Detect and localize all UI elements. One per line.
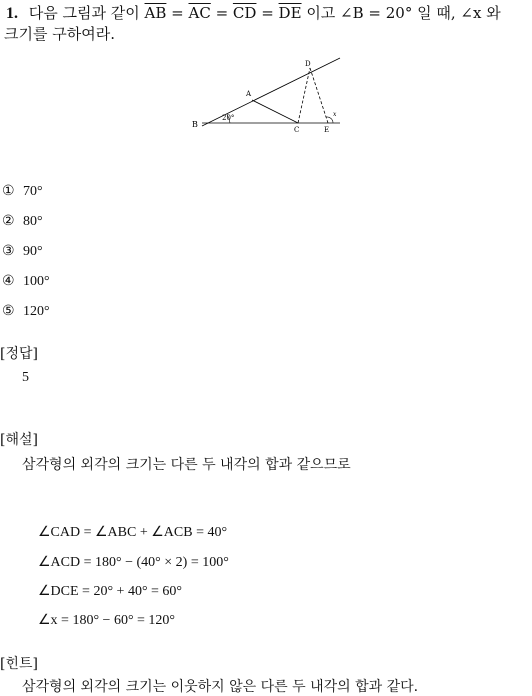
- option-1-marker: ①: [2, 183, 15, 199]
- option-5-value: 120°: [23, 304, 50, 319]
- option-4[interactable]: [2, 272, 50, 291]
- geometry-figure: [190, 54, 350, 134]
- option-3[interactable]: [2, 242, 43, 261]
- angle-x-arc: [326, 117, 333, 123]
- label-d: D: [305, 60, 311, 68]
- equation-4: ∠x = 180° − 60° = 120°: [38, 613, 176, 628]
- label-a: A: [246, 90, 252, 98]
- equation-2: ∠ACD = 180° − (40° × 2) = 100°: [38, 555, 229, 570]
- hint-text: 삼각형의 외각의 크기는 이웃하지 않은 다른 두 내각의 합과 같다.: [22, 679, 419, 695]
- segment-cd: $\overline{CD}$: [232, 4, 257, 22]
- question-line-1: 1. 다음 그림과 같이 $\overline{AB} = \overline{AC} = \overline{CD} = \overline{DE}$ 이고 ∠B = 20° 일 때, ∠x 와: [6, 4, 501, 22]
- question-text-mid: 이고 ∠B = 20° 일 때, ∠x 와: [306, 4, 501, 22]
- option-1-value: 70°: [23, 184, 43, 199]
- option-3-value: 90°: [23, 244, 43, 259]
- label-angle-b: 20°: [222, 114, 235, 122]
- label-e: E: [324, 126, 330, 134]
- question-text-prefix: 다음 그림과 같이: [28, 4, 140, 22]
- segment-de-line: [310, 68, 328, 123]
- question-line-2: 크기를 구하여라.: [4, 25, 115, 43]
- option-5[interactable]: [2, 302, 50, 321]
- segment-ab: $\overline{AB}$: [144, 4, 167, 22]
- question-number: 1.: [6, 5, 18, 22]
- label-b: B: [192, 120, 198, 129]
- hint-heading: [힌트]: [0, 656, 38, 672]
- segment-ac: $\overline{AC}$: [188, 4, 211, 22]
- explanation-heading: [해설]: [0, 432, 38, 448]
- explanation-text: 삼각형의 외각의 크기는 다른 두 내각의 합과 같으므로: [22, 457, 351, 473]
- label-x: x: [333, 111, 337, 118]
- option-5-marker: ⑤: [2, 303, 15, 319]
- equation-1: ∠CAD = ∠ABC + ∠ACB = 40°: [38, 525, 228, 540]
- answer-value: 5: [22, 370, 29, 385]
- option-2-value: 80°: [23, 214, 43, 229]
- answer-heading: [정답]: [0, 346, 38, 362]
- option-4-marker: ④: [2, 273, 15, 289]
- option-3-marker: ③: [2, 243, 15, 259]
- option-2[interactable]: [2, 212, 43, 231]
- label-c: C: [294, 126, 300, 134]
- equation-3: ∠DCE = 20° + 40° = 60°: [38, 584, 183, 599]
- segment-cd-line: [298, 68, 310, 123]
- segment-ac-line: [252, 100, 298, 123]
- segment-de: $\overline{DE}$: [278, 4, 302, 22]
- option-4-value: 100°: [23, 274, 50, 289]
- option-1[interactable]: [2, 182, 43, 201]
- option-2-marker: ②: [2, 213, 15, 229]
